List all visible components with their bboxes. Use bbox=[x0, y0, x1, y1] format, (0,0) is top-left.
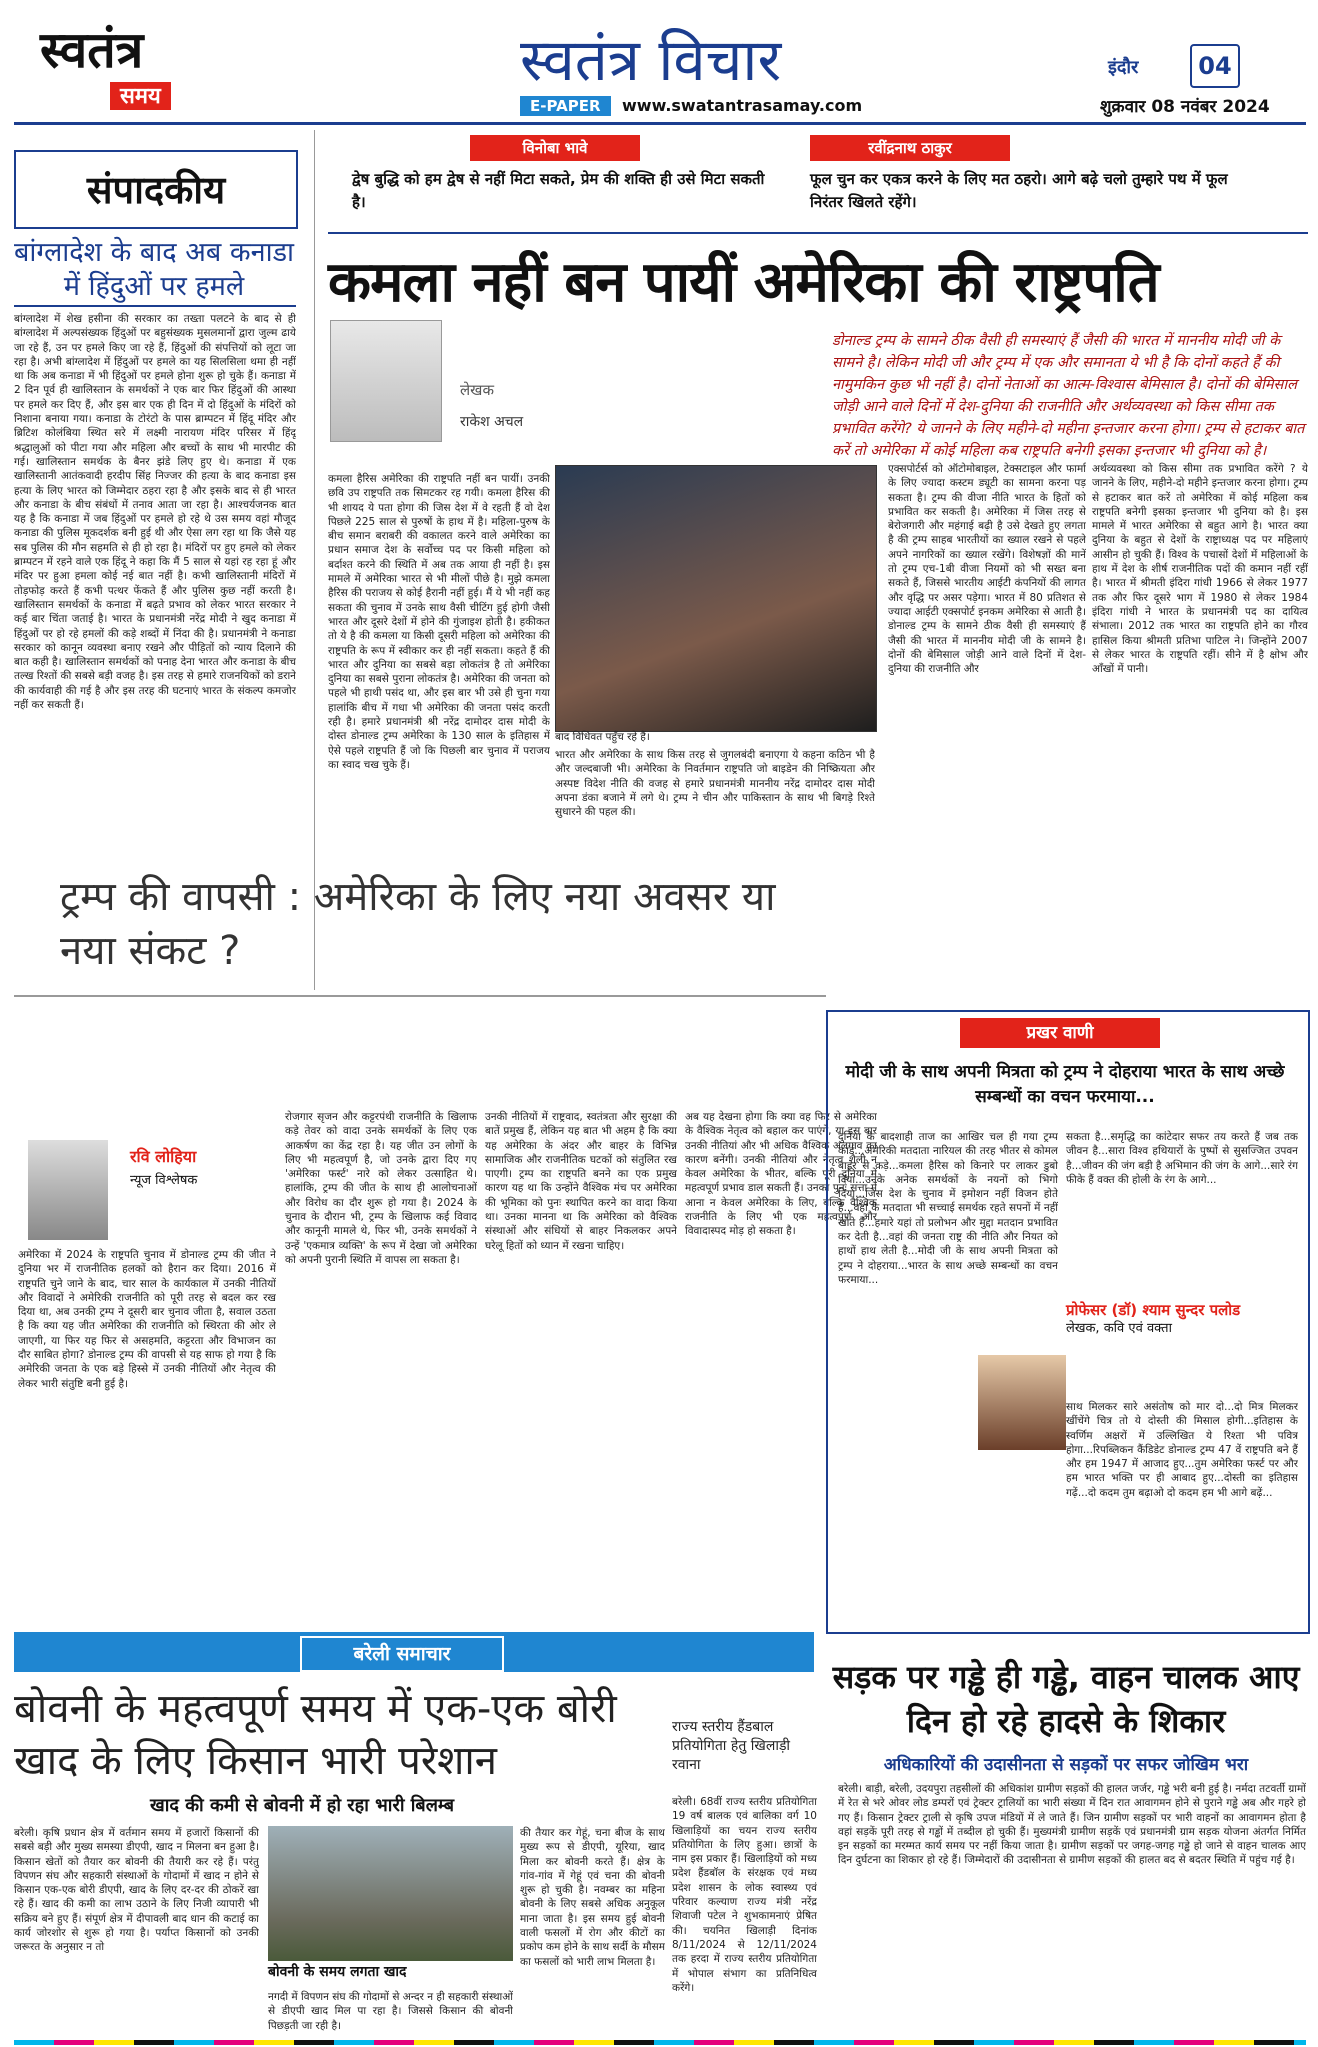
prakhar-vani-author-name: प्रोफेसर (डॉ) श्याम सुन्दर पलोड bbox=[1066, 1301, 1241, 1319]
column-divider bbox=[314, 130, 315, 990]
editorial-divider bbox=[14, 305, 296, 307]
sports-headline: राज्य स्तरीय हैंडबाल प्रतियोगिता हेतु खिलाड़ी रवाना bbox=[672, 1719, 791, 1773]
bareli-headline: बोवनी के महत्वपूर्ण समय में एक-एक बोरी खाद के लिए किसान भारी परेशान bbox=[14, 1686, 617, 1784]
trump-column-2: रोजगार सृजन और कट्टरपंथी राजनीति के खिलाफ कड़े तेवर को वादा उनके समर्थकों के लिए एक आकर्षण का केंद्र रहा है। यह जीत उन लोगों के लिए भी महत्वपूर्ण है, जो उनके द्वारा दिए गए 'अमेरिका फर्स्ट' नारे को लेकर उत्साहित थे। हालांकि, ट्रम्प की जीत के साथ ही आलोचनाओं और विरोध का दौर शुरू हो गया है। 2024 के चुनाव के दौरान भी, ट्रम्प के खिलाफ कई विवाद और कानूनी मामले थे, फिर भी, उनके समर्थकों ने उन्हें 'एकमात्र व्यक्ति' के रूप में देखा जो अमेरिका को अपनी पुरानी स्थिति में वापस ला सकता है। bbox=[285, 1111, 477, 1266]
header-divider bbox=[14, 122, 1306, 125]
editorial-body: बांग्लादेश में शेख हसीना की सरकार का तख्ता पलटने के बाद से ही बांग्लादेश में अल्पसंख्यक हिंदुओं पर बहुसंख्यक मुसलमानों द्वारा जुल्म ढाये जा रहे हैं, उन पर हमले किए जा रहे हैं, हिंदुओं की संपत्तियों को लूटा जा रहा है। अभी बांग्लादेश में हिंदुओं पर हमले का यह सिलसिला थमा ही नहीं था कि अब कनाडा में भी हिंदुओं पर हमले होना शुरू हो चुके हैं। कनाडा में 2 दिन पूर्व ही खालिस्तान के समर्थकों ने एक बार फिर हिंदुओं की आस्था पर हमले कर दिए हैं, और इस बार एक ही दिन में दो हिंदुओं के मंदिरों को निशाना बनाया गया। कनाडा के टोरंटो के पास ब्राम्पटन में हिंदू मंदिर और ब्रिटिश कोलंबिया स्थित सरे में लक्ष्मी नारायण मंदिर परिसर में हिंदू श्रद्धालुओं को पीटा गया और महिला और बच्चों के साथ भी मारपीट की गई। खालिस्तान समर्थक के बैनर झंडे लिए हुए थे। कनाडा में एक खालिस्तानी आतंकवादी हरदीप सिंह निज्जर की हत्या के बाद कनाडा इस हत्या के लिए भारत को जिम्मेदार ठहरा रहा है और इसके बाद से ही भारत और कनाडा के बीच संबंधों में तनाव आता जा रहा है। आश्चर्यजनक बात यह है कि कनाडा में जब हिंदुओं पर हमले हो रहे थे उस समय वहां मौजूद कनाडा की पुलिस मूकदर्शक बनी हुई थी और ऐसा लग रहा था कि जैसे यह सब पुलिस की मौन सहमति से ही हो रहा है। मंदिरों पर हुए हमले को लेकर ब्राम्पटन में रहने वाले एक हिंदू ने कहा कि मैं 5 साल से यहां रह रहा हूं और मंदिर पर हुआ हमला कोई नई बात नहीं है। कभी खालिस्तानी मंदिरों में तोड़फोड़ करते हैं कभी पत्थर फेंकते हैं और पुलिस कुछ नहीं करती है। खालिस्तान समर्थकों के कनाडा में बढ़ते प्रभाव को लेकर भारत सरकार ने कई बार चिंता जताई है। भारत के प्रधानमंत्री नरेंद्र मोदी ने खुद कनाडा में हिंदुओं पर हो रहे हमलों की कड़े शब्दों में निंदा की है। प्रधानमंत्री ने कनाडा सरकार को कानून व्यवस्था बनाए रखने और पीड़ितों को न्याय दिलाने की बात कही है। खालिस्तान समर्थकों को पनाह देना भारत और कनाडा के बीच तल्ख रिश्तों की सबसे बड़ी वजह है। इस तरह से हमारे राजनयिकों को डराने की कार्यवाही की गई है और इस तरह की घटनाएं भारत के संकल्प कमजोर नहीं कर सकती हैं। bbox=[14, 313, 296, 712]
trump-column-3: उनकी नीतियों में राष्ट्रवाद, स्वतंत्रता और सुरक्षा की बातें प्रमुख हैं, लेकिन यह बात भी अहम है कि क्या यह अमेरिका के अंदर और बाहर के विभिन्न सामाजिक और राजनीतिक घटकों को संतुलित रख पाएगी। ट्रम्प का राष्ट्रपति बनने का एक प्रमुख कारण यह था कि उन्होंने वैश्विक मंच पर अमेरिका की भूमिका को पुनः स्थापित करने का वादा किया था। उनका मानना था कि अमेरिका को वैश्विक संस्थाओं और संधियों से बाहर निकलकर अपने घरेलू हितों को ध्यान में रखना चाहिए। bbox=[485, 1111, 677, 1252]
prakhar-vani-column-1: दुनिया के बादशाही ताज का आखिर चल ही गया ट्रम्प कार्ड...अमेरिकी मतदाता नारियल की तरह भीतर से कोमल बाहर से कड़े...कमला हैरिस को किनारे पर लाकर डुबो दिया...उनके अनेक समर्थकों के नयनों को भिगो दिया...जिस देश के चुनाव में इमोशन नहीं विजन होते हैं...वहां के मतदाता भी सच्चाई समर्थक रहते सपनों में नहीं खोते हैं...हमारे यहां तो प्रलोभन और मुद्दा मतदान प्रभावित कर देती है...वहां की जनता राष्ट्र की नीति और नियत को हाथों हाथ लेती है...मोदी जी के साथ अपनी मित्रता को ट्रम्प ने दोहराया...भारत के साथ अच्छे सम्बन्धों का वचन फरमाया... bbox=[838, 1131, 1058, 1286]
trump-author-name: रवि लोहिया bbox=[130, 1147, 197, 1166]
prakhar-vani-headline: मोदी जी के साथ अपनी मित्रता को ट्रम्प ने दोहराया भारत के साथ अच्छे सम्बन्धों का वचन फरमाया... bbox=[845, 1062, 1285, 1107]
prakhar-vani-author-photo bbox=[978, 1355, 1066, 1450]
page-number: 04 bbox=[1190, 44, 1240, 88]
bareli-column-2: की तैयार कर गेहूं, चना बीज के साथ मुख्य रूप से डीएपी, यूरिया, खाद मिला कर बोवनी करते हैं। क्षेत्र के गांव-गांव में गेहूं एवं चना की बोवनी शुरू हो चुकी है। नवम्बर का महिना बोवनी के लिए सबसे अधिक अनुकूल माना जाता है। इस समय हुई बोवनी वाली फसलों में रोग और कीटों का प्रकोप कम होने के साथ सर्दी के मौसम का फसलों को भारी लाभ मिलता है। bbox=[520, 1827, 665, 1968]
quote2-author: रवींद्रनाथ ठाकुर bbox=[810, 135, 1010, 161]
road-subhead: अधिकारियों की उदासीनता से सड़कों पर सफर जोखिम भरा bbox=[883, 1755, 1249, 1775]
author-photo bbox=[330, 320, 442, 442]
trump-headline: ट्रम्प की वापसी : अमेरिका के लिए नया अवसर या नया संकट ? bbox=[60, 874, 776, 974]
article-column-3: एक्सपोर्टर्स को ऑटोमोबाइल, टेक्सटाइल और फार्मा के लिए ज्यादा कस्टम ड्यूटी का सामना करना पड़ सकता है। ट्रम्प की वीजा नीति भारत के हितों को प्रभावित कर सकती है। अमेरिका में जिस तरह से बेरोजगारी और महंगाई बढ़ी है उसे देखते हुए लगता है की ट्रम्प साहब भारतीयों का ख्याल रखने से पहले अपने नागरिकों का ख्याल रखेंगे। विशेषज्ञों की मानें तो ट्रम्प एच-1बी वीजा नियमों को भी सख्त बना सकते हैं, जिससे भारतीय आईटी कंपनियों की लागत और वृद्धि पर असर पड़ेगा। भारत में 80 प्रतिशत से ज्यादा आईटी एक्सपोर्ट इनकम अमेरिका से आती है। डोनाल्ड ट्रम्प के सामने ठीक वैसी ही समस्याएं हैं जैसी की भारत में माननीय मोदी जी के सामने है। दोनों की बेमिसाल जोड़ी आने वाले दिनों में देश-दुनिया की राजनीति और bbox=[888, 463, 1086, 676]
logo-line2: समय bbox=[110, 82, 171, 110]
prakhar-vani-column-2: सकता है...समृद्धि का कांटेदार सफर तय करते हैं जब तक जीवन है...सारा विश्व हथियारों के पुष्पों से सुसज्जित उपवन है...जीवन की जंग बड़ी है अभिमान की जंग के आगे...सारे रंग फीके हैं वक्त की होली के रंग के आगे... bbox=[1066, 1131, 1298, 1186]
bareli-photo-caption: नगदी में विपणन संघ की गोदामों से अन्दर न ही सहकारी संस्थाओं से डीएपी खाद मिल पा रहा है। जिससे किसान की बोवनी पिछड़ती जा रही है। bbox=[268, 1991, 513, 2032]
editorial-headline: बांग्लादेश के बाद अब कनाडा में हिंदुओं पर हमले bbox=[14, 237, 295, 302]
prakhar-vani-column-3: साथ मिलकर सारे असंतोष को मार दो...दो मित्र मिलकर खींचेंगे चित्र तो ये दोस्ती की मिसाल होगी...इतिहास के स्वर्णिम अक्षरों में उल्लिखित ये रिश्ता भी पवित्र होगा...रिपब्लिकन कैंडिडेट डोनाल्ड ट्रम्प 47 वें राष्ट्रपति बने हैं और हम 1947 में आजाद हुए...तुम अमेरिका फर्स्ट पर और हम भारत भक्ति पर ही आबाद हुए...दोस्ती का इतिहास गढ़ें...दो कदम तुम बढ़ाओ दो कदम हम भी आगे बढ़ें... bbox=[1066, 1401, 1298, 1499]
city-name: इंदौर bbox=[1108, 57, 1139, 78]
author-name: राकेश अचल bbox=[460, 414, 524, 430]
trump-column-1: अमेरिका में 2024 के राष्ट्रपति चुनाव में डोनाल्ड ट्रम्प की जीत ने दुनिया भर में राजनीतिक हलकों को हैरान कर दिया। 2016 में राष्ट्रपति चुने जाने के बाद, चार साल के कार्यकाल में उनकी नीतियों और विवादों ने अमेरिकी राजनीति को पूरी तरह से बदल कर रख दिया था, अब उनकी ट्रम्प ने दूसरी बार चुनाव जीता है, सवाल उठता है कि क्या यह जीत अमेरिका की राजनीति को स्थिरता की ओर ले जाएगी, या फिर यह फिर से असहमति, कट्टरता और विभाजन का दौर साबित होगा? डोनाल्ड ट्रम्प की वापसी से यह साफ हो गया है कि अमेरिकी जनता के एक बड़े हिस्से में उनकी नीतियों और नेतृत्व की लेकर भारी संतुष्टि बनी हुई है। bbox=[18, 1249, 276, 1390]
website-link[interactable]: www.swatantrasamay.com bbox=[622, 96, 863, 115]
epaper-badge: E-PAPER bbox=[520, 96, 611, 116]
prakhar-vani-author bbox=[1066, 1300, 1298, 1338]
quote1-author: विनोबा भावे bbox=[470, 135, 640, 161]
logo-line1: स्वतंत्र bbox=[40, 20, 144, 79]
prakhar-vani-tag: प्रखर वाणी bbox=[960, 1018, 1160, 1048]
trump-author-photo bbox=[28, 1140, 108, 1240]
road-headline: सड़क पर गड्ढे ही गड्ढे, वाहन चालक आए दिन हो रहे हादसे के शिकार bbox=[832, 1658, 1300, 1740]
prakhar-vani-author-role: लेखक, कवि एवं वक्ता bbox=[1066, 1321, 1172, 1336]
newspaper-logo bbox=[40, 22, 230, 112]
bareli-section-title: बरेली समाचार bbox=[300, 1636, 504, 1672]
kamala-harris-photo bbox=[555, 465, 877, 732]
masthead-title: स्वतंत्र विचार bbox=[520, 26, 782, 94]
author-label: लेखक bbox=[460, 381, 494, 399]
bareli-column-1: बरेली। कृषि प्रधान क्षेत्र में वर्तमान समय में हजारों किसानों की सबसे बड़ी और मुख्य समस्या डीएपी, खाद न मिलना बन हुआ है। किसान खेतों को तैयार कर बोवनी की तैयारी कर रहे हैं। परंतु विपणन संघ और सहकारी संस्थाओं के गोदामों में खाद न होने से किसान एक-एक बोरी डीएपी, खाद के लिए दर-दर की ठोकरें खा रहे हैं। खाद की कमी का लाभ उठाने के लिए निजी व्यापारी भी सक्रिय बने हुए हैं। संपूर्ण क्षेत्र में दीपावली बाद धान की कटाई का कार्य जोरशोर से शुरू हो गया है। पर्याप्त किसानों को उनकी जरूरत के अनुसार न तो bbox=[14, 1827, 259, 1954]
fertilizer-queue-photo bbox=[268, 1826, 513, 1961]
bareli-subhead: खाद की कमी से बोवनी में हो रहा भारी बिलम्ब bbox=[150, 1795, 455, 1816]
quote1-text: द्वेष बुद्धि को हम द्वेष से नहीं मिटा सकते, प्रेम की शक्ति ही उसे मिटा सकती है। bbox=[352, 170, 765, 211]
sports-body: बरेली। 68वीं राज्य स्तरीय प्रतियोगिता 19 वर्ष बालक एवं बालिका वर्ग 10 खिलाड़ियों का चयन राज्य स्तरीय प्रतियोगिता के लिए हुआ। छात्रों के नाम इस प्रकार हैं। खिलाड़ियों को मध्य प्रदेश हैंडबॉल के संरक्षक एवं मध्य प्रदेश शासन के लोक स्वास्थ्य एवं परिवार कल्याण राज्य मंत्री नरेंद्र शिवाजी पटेल ने शुभकामनाएं प्रेषित की। चयनित खिलाड़ी दिनांक 8/11/2024 से 12/11/2024 तक हरदा में राज्य स्तरीय प्रतियोगिता में भोपाल संभाग का प्रतिनिधित्व करेंगे। bbox=[672, 1796, 817, 1994]
trump-author-role: न्यूज विश्लेषक bbox=[130, 1173, 198, 1188]
trump-column-4: अब यह देखना होगा कि क्या वह फिर से अमेरिका के वैश्विक नेतृत्व को बहाल कर पाएंगे, या इस बार उनकी नीतियां और भी अधिक वैश्विक अलगाव का कारण बनेंगी। उनकी नीतियां और नेतृत्व शैली न केवल अमेरिका के भीतर, बल्कि पूरी दुनिया में महत्वपूर्ण प्रभाव डाल सकती हैं। उनका पुनः सत्ता में आना न केवल अमेरिका के लिए, बल्कि वैश्विक राजनीति के लिए भी एक महत्वपूर्ण और विवादास्पद मोड़ हो सकता है। bbox=[685, 1111, 877, 1238]
bareli-photo-label: बोवनी के समय लगता खाद bbox=[268, 1964, 407, 1980]
quote2-text: फूल चुन कर एकत्र करने के लिए मत ठहरो। आगे बढ़े चलो तुम्हारे पथ में फूल निरंतर खिलते रहेंगे। bbox=[810, 170, 1228, 211]
cmyk-strip bbox=[14, 2040, 1306, 2045]
article-column-4: अर्थव्यवस्था को किस सीमा तक प्रभावित करेंगे ? ये जानने के लिए, महीने-दो महीने इन्तजार करना होगा। ट्रम्प से हटाकर बात करें तो अमेरिका में कोई महिला कब राष्ट्रपति बनेगी इसका इन्तजार भी दुनिया को है। इस मामले में भारत अमेरिका से बहुत आगे है। भारत क्या दुनिया के बहुत से देशों के राष्ट्राध्यक्ष पद पर महिलाएं आसीन हो चुकी हैं। विश्व के पचासों देशों में महिलाओं के हाथ में देश के शीर्ष राजनीतिक पदों की कमान नहीं रहीं है। भारत में श्रीमती इंदिरा गांधी 1966 से लेकर 1977 तक और फिर दूसरे भाग में 1980 से लेकर 1984 इंदिरा गांधी ने भारत के प्रधानमंत्री पद का दायित्व संभाला। 2012 तक भारत का राष्ट्रपति होने का गौरव हासिल किया श्रीमती प्रतिभा पाटिल ने। जिन्होंने 2007 से लेकर भारत के राष्ट्रपति रहीं। सीने में है क्षोभ और आँखों में पानी। bbox=[1092, 463, 1308, 676]
article-intro: डोनाल्ड ट्रम्प के सामने ठीक वैसी ही समस्याएं हैं जैसी की भारत में माननीय मोदी जी के सामने है। लेकिन मोदी जी और ट्रम्प में एक और समानता ये भी है कि दोनों कहते हैं की नामुमकिन कुछ भी नहीं है। दोनों नेताओं का आत्म-विश्वास बेमिसाल है। दोनों की बेमिसाल जोड़ी आने वाले दिनों में देश-दुनिया की राजनीति और अर्थव्यवस्था को किस सीमा तक प्रभावित करेंगे? ये जानने के लिए महीने-दो महीना इन्तजार करना होगा। ट्रम्प से हटाकर बात करें तो अमेरिका में कोई महिला कब राष्ट्रपति बनेगी इसका इन्तजार भी दुनिया को है। bbox=[832, 333, 1305, 459]
section-divider bbox=[14, 995, 826, 997]
hero-caption: बाद विधिवत पहुँच रहे हैं। bbox=[555, 731, 650, 743]
road-body: बरेली। बाड़ी, बरेली, उदयपुरा तहसीलों की अधिकांश ग्रामीण सड़कों की हालत जर्जर, गड्ढे भरी बनी हुई है। नर्मदा तटवर्ती ग्रामों में रेत से भरे ओवर लोड डम्परों एवं ट्रेक्टर ट्रालियों का भारी संख्या में दिन रात आवागमन होने से पुराने गड्ढे अब और गहरे हो गए हैं। किसान ट्रेक्टर ट्राली से कृषि उपज मंडियों में ले जाते हैं। जिन ग्रामीण सड़कों पर भारी वाहनों का आवागमन होता है वहां सड़कें पूरी तरह से गड्ढों में तब्दील हो चुकी हैं। मुख्यमंत्री ग्रामीण सड़कें एवं प्रधानमंत्री ग्राम सड़क योजना अंतर्गत निर्मित इन सड़कों का मरम्मत कार्य समय पर नहीं किया जाता है। ग्रामीण सड़कों पर जगह-जगह गड्ढे हो जाने से वाहन चालक आए दिन दुर्घटना का शिकार हो रहे हैं। जिम्मेदारों की उदासीनता से ग्रामीण सड़कों की हालत बद से बदतर स्थिति में पहुंच गई है। bbox=[838, 1783, 1306, 1867]
editorial-section-title: संपादकीय bbox=[14, 150, 298, 229]
main-headline: कमला नहीं बन पायीं अमेरिका की राष्ट्रपति bbox=[328, 250, 1159, 315]
issue-date: शुक्रवार 08 नवंबर 2024 bbox=[1100, 97, 1270, 117]
article-column-1: कमला हैरिस अमेरिका की राष्ट्रपति नहीं बन पायीं। उनकी छवि उप राष्ट्रपति तक सिमटकर रह गयी। कमला हैरिस की भी शायद ये पता होगा की जिस देश में वे रहती हैं वो देश पिछले 225 साल से पुरुषों के हाथ में है। महिला-पुरुष के बीच समान बराबरी की वकालत करने वाले अमेरिका का प्रधान समाज देश के सर्वोच्च पद पर किसी महिला को बर्दाश्त करने की स्थिति में अब तक आया ही नहीं है। इस मामले में अमेरिका भारत से भी मीलों पीछे है। मुझे कमला हैरिस की पराजय से कोई हैरानी नहीं हुई। मैं ये भी नहीं कह सकता की चुनाव में उनके साथ वैसी चीटिंग हुई होगी जैसी भारत और दूसरे देशों में होने की गुंजाइश होती है। हकीकत तो ये है की कमला या किसी दूसरी महिला को अमेरिका की राष्ट्रपति के रूप में स्वीकार कर ही नहीं सकता। कहते हैं की भारत और दुनिया का सबसे बड़ा लोकतंत्र है तो अमेरिका दुनिया का सबसे पुराना लोकतंत्र है। अमेरिका की जनता को पहले भी हाथी पसंद था, और इस बार भी उसे ही चुना गया हालांकि बीच में गधा भी अमेरिका की जनता पसंद करती रही है। हमारे प्रधानमंत्री श्री नरेंद्र दामोदर दास मोदी के दोस्त डोनाल्ड ट्रम्प अमेरिका के 130 साल के इतिहास में ऐसे पहले राष्ट्रपति हैं जो कि पिछली बार चुनाव में पराजय का स्वाद चख चुके हैं। bbox=[328, 473, 550, 771]
article-column-2: भारत और अमेरिका के साथ किस तरह से जुगलबंदी बनाएगा ये कहना कठिन भी है और जल्दबाजी भी। अमेरिका के निवर्तमान राष्ट्रपति जो बाइडेन की निष्क्रियता और अस्पष्ट विदेश नीति की वजह से हमारे प्रधानमंत्री माननीय नरेंद्र दामोदर दास मोदी अपना डंका बजाने में लगे थे। ट्रम्प ने चीन और पाकिस्तान के साथ भी बिगड़े रिश्ते सुधारने की पहल की। bbox=[555, 749, 875, 819]
